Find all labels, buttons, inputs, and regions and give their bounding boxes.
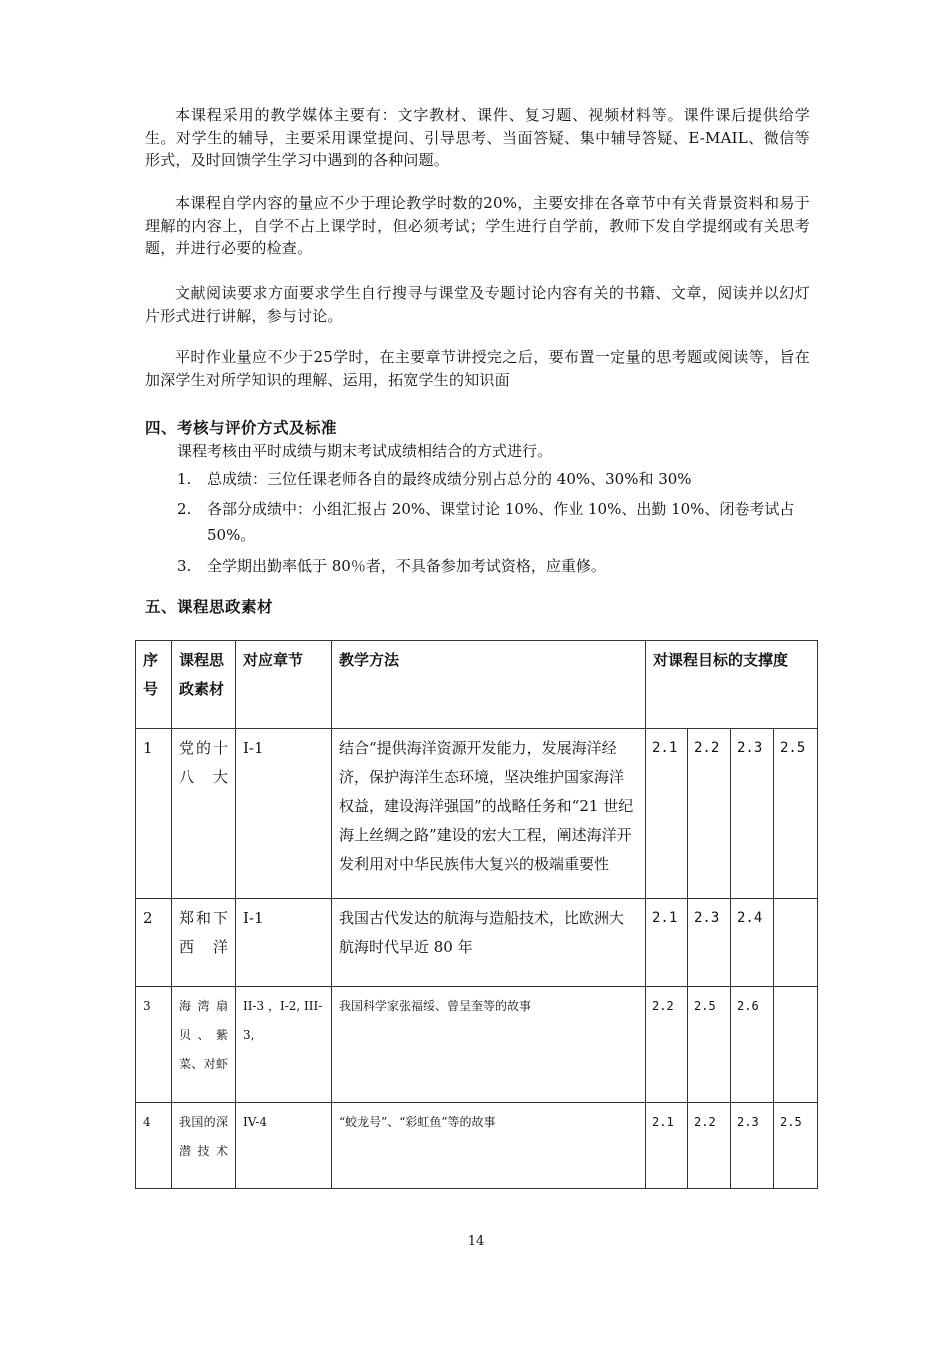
- assessment-item-1: [177, 466, 817, 492]
- section-5-heading: 五、课程思政素材: [145, 598, 274, 616]
- header-material: 课程思政素材: [172, 641, 236, 729]
- header-seq: 序号: [136, 641, 172, 729]
- table-row: [136, 987, 818, 1103]
- row-score: 2.6: [731, 987, 774, 1103]
- row-seq: 3: [136, 987, 172, 1103]
- row-score: 2.5: [774, 729, 818, 899]
- list-number: 1.: [177, 470, 192, 488]
- row-chapter: I-1: [236, 899, 332, 987]
- list-text: 总成绩：三位任课老师各自的最终成绩分别占总分的 40%、30%和 30%: [207, 470, 692, 488]
- list-text: 全学期出勤率低于 80％者，不具备参加考试资格，应重修。: [207, 557, 606, 575]
- row-material: 海湾扇贝、紫菜、对虾: [172, 987, 236, 1103]
- paragraph-teaching-media: 本课程采用的教学媒体主要有：文字教材、课件、复习题、视频材料等。课件课后提供给学生。对学生的辅导，主要采用课堂提问、引导思考、当面答疑、集中辅导答疑、E-MAIL、微信等形式，及时回馈学生学习中遇到的各种问题。: [145, 106, 810, 169]
- row-material: 我国的深潜技术: [172, 1103, 236, 1189]
- row-score: [774, 987, 818, 1103]
- row-material: 郑和下西洋: [172, 899, 236, 987]
- row-score: 2.4: [731, 899, 774, 987]
- paragraph-homework: 平时作业量应不少于25学时，在主要章节讲授完之后，要布置一定量的思考题或阅读等，旨在加深学生对所学知识的理解、运用，拓宽学生的知识面: [145, 348, 810, 389]
- table-row: [136, 899, 818, 987]
- row-score: [774, 899, 818, 987]
- row-method: 结合“提供海洋资源开发能力，发展海洋经济，保护海洋生态环境，坚决维护国家海洋权益，建设海洋强国”的战略任务和“21 世纪海上丝绸之路”建设的宏大工程，阐述海洋开发利用对中华民族伟大复兴的极端重要性: [332, 729, 646, 899]
- row-score: 2.2: [646, 987, 688, 1103]
- table-row: [136, 1103, 818, 1189]
- row-method: 我国古代发达的航海与造船技术，比欧洲大航海时代早近 80 年: [332, 899, 646, 987]
- section-4-intro: 课程考核由平时成绩与期末考试成绩相结合的方式进行。: [177, 442, 553, 460]
- assessment-item-2: [177, 496, 817, 548]
- section-4-heading: 四、考核与评价方式及标准: [145, 419, 338, 437]
- row-score: 2.5: [688, 987, 731, 1103]
- paragraph-literature-reading: 文献阅读要求方面要求学生自行搜寻与课堂及专题讨论内容有关的书籍、文章，阅读并以幻灯片形式进行讲解，参与讨论。: [145, 284, 810, 325]
- row-score: 2.2: [688, 1103, 731, 1189]
- row-method: “蛟龙号”、“彩虹鱼”等的故事: [332, 1103, 646, 1189]
- row-chapter: II-3 ，I-2, III-3,: [236, 987, 332, 1103]
- row-score: 2.2: [688, 729, 731, 899]
- row-seq: 4: [136, 1103, 172, 1189]
- list-number: 2.: [177, 500, 192, 518]
- list-text: 各部分成绩中：小组汇报占 20%、课堂讨论 10%、作业 10%、出勤 10%、闭卷考试占 50%。: [207, 500, 795, 544]
- row-score: 2.5: [774, 1103, 818, 1189]
- paragraph-self-study: 本课程自学内容的量应不少于理论教学时数的20%，主要安排在各章节中有关背景资料和易于理解的内容上，自学不占上课学时，但必须考试；学生进行自学前，教师下发自学提纲或有关思考题，并进行必要的检查。: [145, 194, 810, 257]
- header-support: 对课程目标的支撑度: [646, 641, 818, 729]
- row-score: 2.1: [646, 1103, 688, 1189]
- page-number: 14: [467, 1234, 485, 1249]
- list-number: 3.: [177, 557, 192, 575]
- ideology-material-table: [135, 640, 818, 1189]
- row-score: 2.3: [731, 729, 774, 899]
- row-score: 2.1: [646, 729, 688, 899]
- table-row: [136, 729, 818, 899]
- row-seq: 2: [136, 899, 172, 987]
- row-method: 我国科学家张福绥、曾呈奎等的故事: [332, 987, 646, 1103]
- row-chapter: I-1: [236, 729, 332, 899]
- assessment-item-3: [177, 553, 817, 579]
- row-score: 2.1: [646, 899, 688, 987]
- table-header-row: [136, 641, 818, 729]
- header-method: 教学方法: [332, 641, 646, 729]
- header-chapter: 对应章节: [236, 641, 332, 729]
- row-seq: 1: [136, 729, 172, 899]
- row-material: 党的十八大: [172, 729, 236, 899]
- row-score: 2.3: [731, 1103, 774, 1189]
- row-chapter: IV-4: [236, 1103, 332, 1189]
- row-score: 2.3: [688, 899, 731, 987]
